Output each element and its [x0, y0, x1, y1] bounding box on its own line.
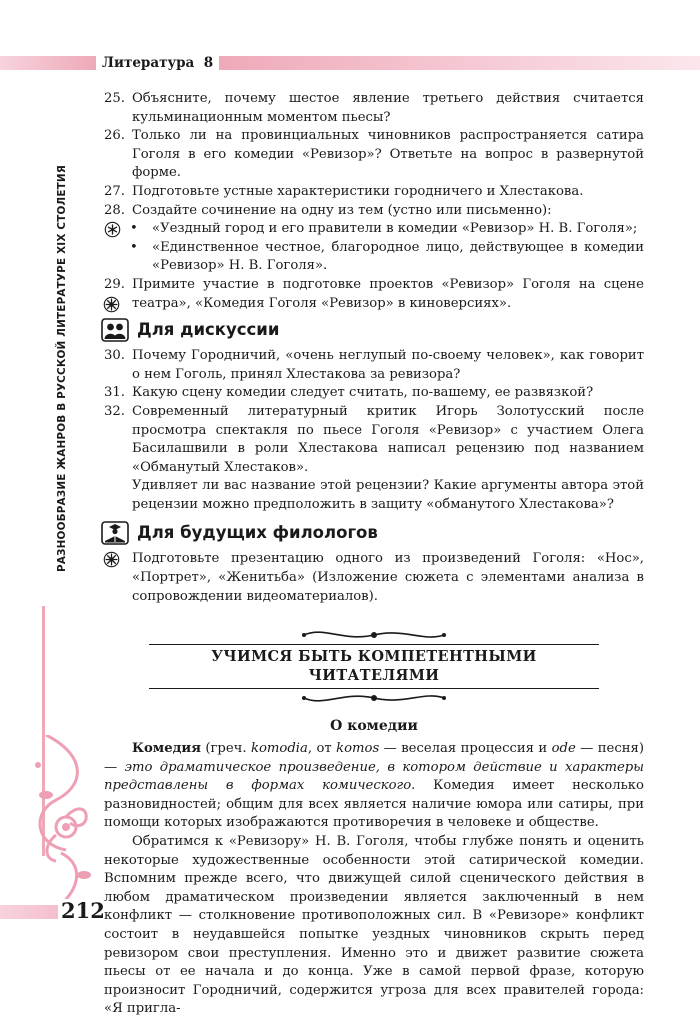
- question-item: [104, 127, 644, 183]
- text-run: (греч.: [200, 741, 251, 757]
- text-run: , от: [307, 741, 337, 757]
- question-item: [104, 183, 644, 202]
- question-text: Примите участие в подготовке проектов «Ревизор» Гоголя на сцене театра», «Комедия Гоголя «Ревизор» в киноверсиях».: [132, 276, 644, 311]
- philologists-task-text: Подготовьте презентацию одного из произведений Гоголя: «Нос», «Портрет», «Женитьба» (Изложение сюжета с элементами анализа в сопровождении видеоматериалов).: [132, 551, 644, 604]
- discussion-heading-text: Для дискуссии: [137, 319, 280, 339]
- floral-ornament: [26, 735, 106, 915]
- question-number: 29.: [104, 276, 125, 292]
- question-item: [104, 384, 644, 403]
- text-run: — веселая процессия и: [379, 741, 552, 757]
- question-item: [104, 347, 644, 384]
- section-banner: [104, 628, 644, 705]
- book-student-icon: [101, 521, 129, 545]
- list-item: [104, 239, 644, 276]
- page-number: 212: [58, 899, 108, 923]
- greek-word: ode: [551, 741, 576, 757]
- question-number: 25.: [104, 91, 125, 106]
- snowflake-project-icon: [103, 551, 120, 568]
- header-subject: Литература: [102, 55, 195, 71]
- article-paragraph: Обратимся к «Ревизору» Н. В. Гоголя, чтобы глубже понять и оценить некоторые художественные особенности этой сатирической комедии. Вспомним прежде всего, что движущей силой сценического действия в любом драматическом произведении является заключенный в нем конфликт — столкновение противоположных сил. В «Ревизоре» конфликт состоит в неудавшейся попытке уездных чиновников скрыть перед ревизором свои преступления. Именно это и движет развитие сюжета пьесы от ее начала и до конца. Уже в самой первой фразе, которую произносит Городничий, содержится угроза для всех правителей города: «Я пригла-: [104, 834, 644, 1017]
- question-number: 32.: [104, 403, 125, 419]
- question-item: [104, 90, 644, 127]
- snowflake-project-icon: [103, 296, 120, 313]
- question-text: Какую сцену комедии следует считать, по-вашему, ее развязкой?: [132, 385, 594, 401]
- page-content: [104, 90, 644, 1019]
- text-run: — песня) —: [104, 741, 644, 775]
- article-paragraph: [104, 740, 644, 833]
- discussion-followup: Удивляет ли вас название этой рецензии? Какие аргументы автора этой рецензии можно предположить в защиту «обманутого Хлестакова»?: [132, 478, 644, 512]
- question-number: 30.: [104, 348, 125, 364]
- greek-word: komos: [336, 741, 380, 757]
- philologists-heading-text: Для будущих филологов: [137, 523, 378, 543]
- discussion-heading: [101, 317, 644, 343]
- bullet: •: [130, 239, 138, 255]
- question-text: Только ли на провинциальных чиновников распространяется сатира Гоголя в его комедии «Ревизор»? Ответьте на вопрос в развернутой форме.: [132, 128, 644, 181]
- essay-topics: [104, 220, 644, 276]
- question-number: 31.: [104, 385, 125, 401]
- term: Комедия: [132, 741, 201, 757]
- essay-topic: «Уездный город и его правители в комедии «Ревизор» Н. В. Гоголя»;: [152, 221, 638, 237]
- bottom-flourish: [294, 691, 454, 705]
- philologists-heading: [101, 520, 644, 546]
- question-text: Объясните, почему шестое явление третьего действия считается кульминационным моментом пьесы?: [132, 91, 644, 125]
- discussion-people-icon: [101, 318, 129, 342]
- philologists-task: [104, 550, 644, 606]
- question-text: Создайте сочинение на одну из тем (устно или письменно):: [132, 202, 552, 218]
- bullet: •: [130, 221, 138, 237]
- question-text: Почему Городничий, «очень неглупый по-своему человек», как говорит о нем Гоголь, принял Хлестакова за ревизора?: [132, 348, 644, 382]
- question-item: [104, 202, 644, 221]
- running-header: [96, 52, 219, 74]
- greek-word: komodia: [250, 741, 308, 757]
- question-item: [104, 403, 644, 477]
- asterisk-star-icon: [104, 221, 121, 238]
- text-run: Комедия имеет несколько разновидностей; общим для всех является наличие юмора или сатиры, при помощи которых изображаются противоречия в человеке и обществе.: [104, 778, 644, 831]
- question-number: 27.: [104, 183, 125, 199]
- question-number: 28.: [104, 202, 125, 218]
- article-title: О комедии: [330, 718, 418, 735]
- question-text: Современный литературный критик Игорь Золотусский после просмотра спектакля по пьесе Гоголя «Ревизор» с участием Олега Басилашвили в роли Хлестакова написал рецензию под названием «Обманутый Хлестаков».: [132, 403, 644, 475]
- question-text: Подготовьте устные характеристики городничего и Хлестакова.: [132, 183, 584, 199]
- list-item: [104, 220, 644, 239]
- banner-frame: [149, 644, 599, 689]
- side-section-title: РАЗНООБРАЗИЕ ЖАНРОВ В РУССКОЙ ЛИТЕРАТУРЕ XIX СТОЛЕТИЯ: [56, 164, 68, 572]
- header-grade: 8: [203, 55, 214, 71]
- question-number: 26.: [104, 128, 125, 144]
- top-flourish: [294, 628, 454, 642]
- banner-title: УЧИМСЯ БЫТЬ КОМПЕТЕНТНЫМИ ЧИТАТЕЛЯМИ: [211, 648, 537, 684]
- essay-topic: «Единственное честное, благородное лицо, действующее в комедии «Ревизор» Н. В. Гоголя».: [152, 239, 644, 274]
- question-item: [104, 276, 644, 313]
- definition: это драматическое произведение, в котором действие и характеры представлены в формах комического.: [104, 759, 644, 794]
